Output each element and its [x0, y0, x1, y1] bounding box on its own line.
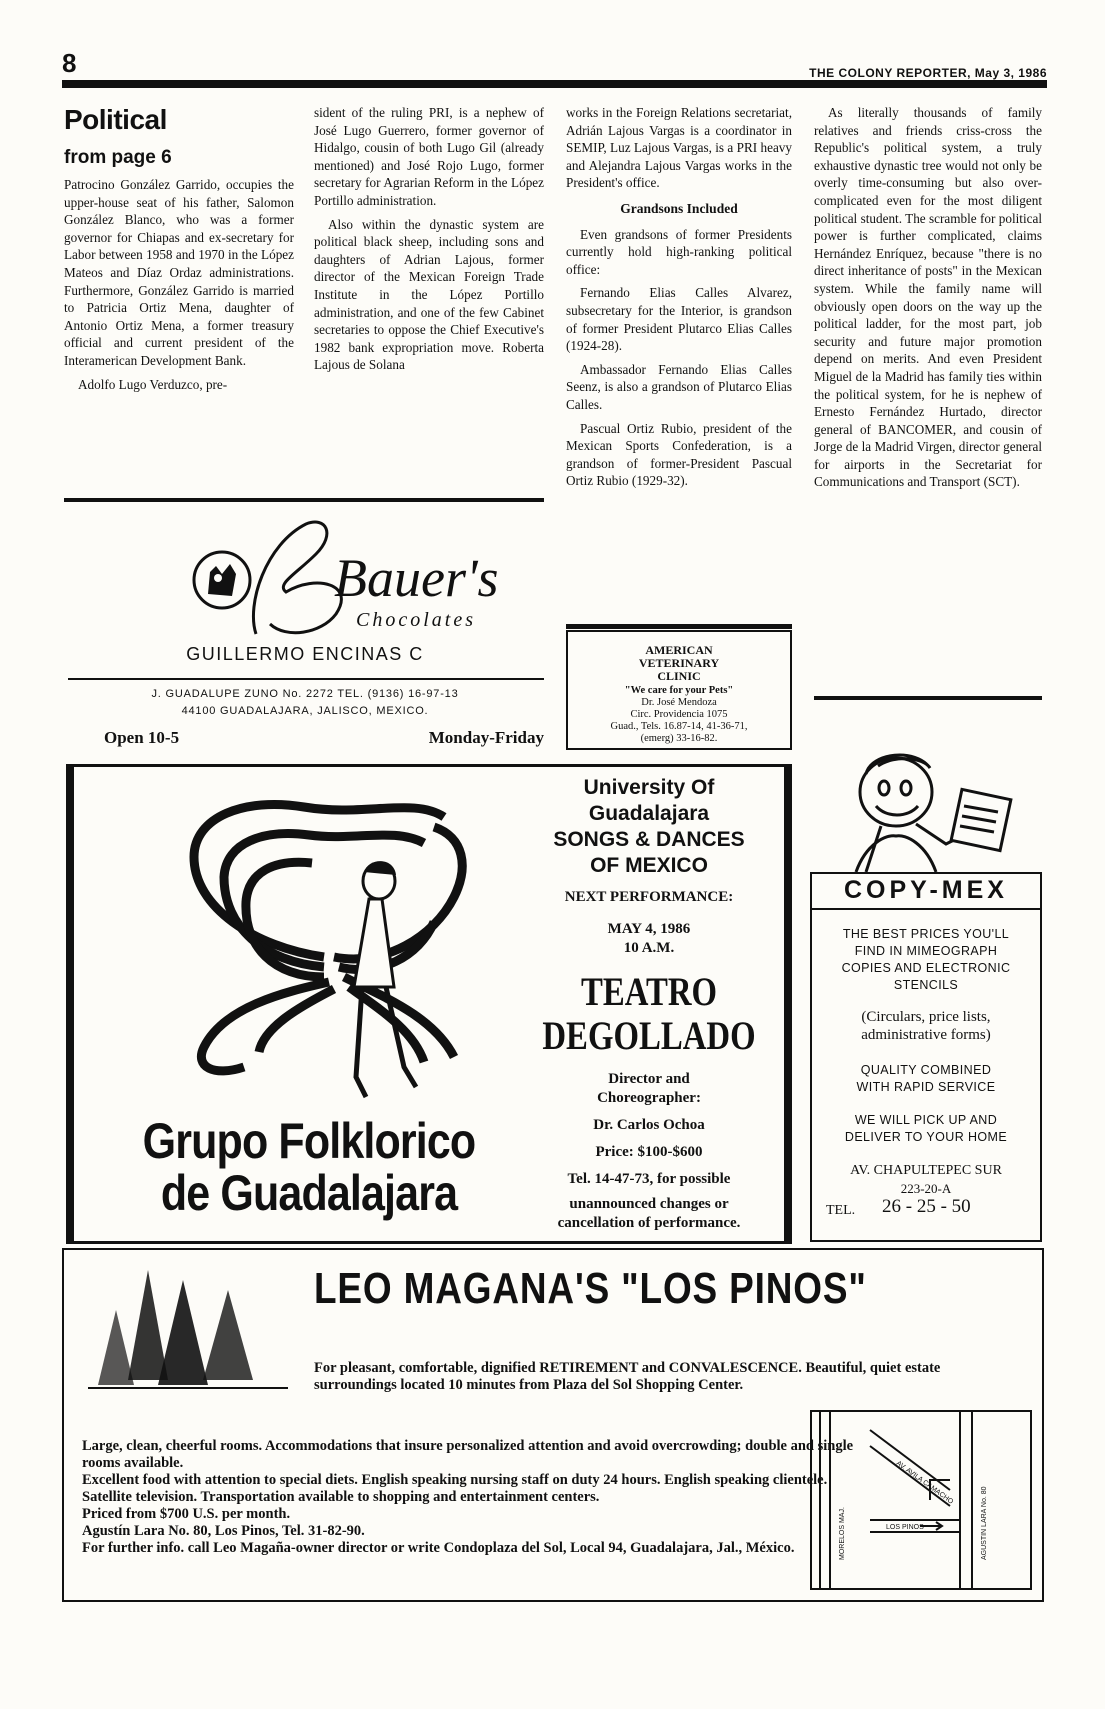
- copymex-address: AV. CHAPULTEPEC SUR: [850, 1163, 1002, 1178]
- article-column-3: [566, 104, 792, 490]
- spacer: [812, 910, 1040, 926]
- article-paragraph: Also within the dynastic system are political black sheep, including sons and daughters of Adrian Lajous, former director of the Mexican Foreign Trade Institute in the López Portillo administration, and one of the few Cabinet secretaries to oppose the Chief Executive's 1982 bank expropriation move. Roberta Lajous de Solana: [314, 216, 544, 373]
- folklorico-heading-1: University Of: [583, 776, 715, 799]
- folklorico-heading-2: Guadalajara: [588, 802, 710, 825]
- bauers-days: Monday-Friday: [428, 728, 544, 747]
- copymex-tel: 26 - 25 - 50: [882, 1196, 971, 1217]
- copymex-quality-2: WITH RAPID SERVICE: [856, 1080, 996, 1094]
- los-pinos-ad: [62, 1248, 1044, 1602]
- column-end-rule: [814, 696, 1042, 700]
- bauers-address-line-2: 44100 GUADALAJARA, JALISCO, MEXICO.: [181, 705, 429, 717]
- top-rule: [62, 80, 1047, 88]
- page-number: 8: [62, 48, 77, 78]
- bauers-logo: [186, 514, 506, 644]
- copymex-pickup-1: WE WILL PICK UP AND: [854, 1113, 998, 1127]
- article-headline: Political: [64, 104, 167, 135]
- copymex-line-1: THE BEST PRICES YOU'LL: [842, 927, 1010, 941]
- bauers-owner: GUILLERMO ENCINAS C: [186, 644, 424, 664]
- bauers-hours: Open 10-5: [104, 728, 180, 747]
- change-note-1: unannounced changes or: [569, 1196, 729, 1212]
- copymex-title: COPY-MEX: [812, 874, 1040, 910]
- ticket-price: Price: $100-$600: [595, 1144, 703, 1160]
- article-paragraph: Adolfo Lugo Verduzco, pre-: [78, 376, 228, 392]
- bauers-chocolates-ad: [66, 502, 544, 758]
- article-subhead: Grandsons Included: [620, 200, 738, 216]
- venue-line-1: TEATRO: [580, 969, 718, 1014]
- article-paragraph: Patrocino González Garrido, occupies the upper-house seat of his father, Salomon González Blanco, who was a former governor for Chiapas and ex-secretary for Labor between 1958 and 1970 in the López Mateos and Díaz Ordaz administrations. Furthermore, González Garrido is married to Patricia Ortiz Mena, daughter of Antonio Ortiz Mena, a former treasury official and current president of the Interamerican Development Bank.: [64, 177, 294, 368]
- bauers-rule: [68, 678, 544, 680]
- article-paragraph: works in the Foreign Relations secretariat, Adrián Lajous Vargas is a coordinator in SEMIP, Luz Lajous Vargas, is a PRI heavy and Alejandra Lajous Vargas works in the President's office.: [566, 105, 792, 191]
- performance-date: MAY 4, 1986: [607, 921, 691, 937]
- copymex-items-1: (Circulars, price lists,: [861, 1009, 991, 1025]
- los-pinos-address: Agustín Lara No. 80, Los Pinos, Tel. 31-82-90.: [82, 1523, 365, 1539]
- vet-title-2: VETERINARY: [638, 656, 720, 670]
- map-street-label: AGUSTIN LARA No. 80: [981, 1486, 988, 1560]
- article-paragraph: sident of the ruling PRI, is a nephew of José Lugo Guerrero, former governor of Hidalgo, cousin of both Lugo Gil (already mentioned) and José Rojo Lugo, former secretary for Agrarian Reform in the López Portillo administration.: [314, 105, 544, 208]
- article-paragraph: Fernando Elias Calles Alvarez, subsecretary for the Interior, is grandson of former President Plutarco Elias Calles (1924-28).: [566, 285, 792, 354]
- next-performance-label: NEXT PERFORMANCE:: [564, 889, 734, 905]
- vet-doctor: Dr. José Mendoza: [641, 697, 717, 708]
- change-note-2: cancellation of performance.: [557, 1215, 741, 1231]
- folklorico-title-line-2: de Guadalajara: [160, 1165, 458, 1221]
- folklorico-title: [124, 1115, 494, 1219]
- vet-title-3: CLINIC: [657, 669, 701, 683]
- map-street-label: AV. AVILA CAMACHO: [894, 1459, 955, 1506]
- folklorico-heading-4: OF MEXICO: [590, 854, 708, 877]
- folklorico-heading-3: SONGS & DANCES: [553, 828, 745, 851]
- article-paragraph: Even grandsons of former Presidents currently hold high-ranking political office:: [566, 226, 792, 277]
- director-label-2: Choreographer:: [597, 1090, 701, 1106]
- folklorico-title-line-1: Grupo Folklorico: [142, 1113, 476, 1169]
- copymex-line-2: FIND IN MIMEOGRAPH: [854, 944, 998, 958]
- copymex-mascot: [826, 744, 1026, 872]
- folklorico-info: [514, 775, 784, 1233]
- los-pinos-food: Excellent food with attention to special diets. English speaking nursing staff on duty 24 hours. English speaking clientele. Satellite television. Transportation available to shopping and entertainment centers.: [82, 1472, 828, 1505]
- copymex-line-4: STENCILS: [893, 978, 959, 992]
- los-pinos-price: Priced from $700 U.S. per month.: [82, 1506, 291, 1522]
- map-street-label: LOS PINOS: [886, 1524, 924, 1531]
- copymex-quality-1: QUALITY COMBINED: [860, 1063, 992, 1077]
- article-paragraph: Ambassador Fernando Elias Calles Seenz, is also a grandson of Plutarco Elias Calles.: [566, 361, 792, 412]
- bauers-logo-text: Bauer's: [334, 548, 499, 608]
- bauers-address-line-1: J. GUADALUPE ZUNO No. 2272 TEL. (9136) 16-97-13: [151, 688, 459, 700]
- phone-note: Tel. 14-47-73, for possible: [567, 1171, 731, 1187]
- vet-slogan: "We care for your Pets": [624, 685, 734, 696]
- los-pinos-contact: For further info. call Leo Magaña-owner director or write Condoplaza del Sol, Local 94, Guadalajara, Jal., México.: [82, 1540, 795, 1556]
- article-kicker: from page 6: [64, 147, 172, 168]
- los-pinos-intro: For pleasant, comfortable, dignified RETIREMENT and CONVALESCENCE. Beautiful, quiet estate surroundings located 10 minutes from Plaza del Sol Shopping Center.: [314, 1360, 941, 1393]
- los-pinos-title: LEO MAGANA'S "LOS PINOS": [314, 1264, 867, 1313]
- director-name: Dr. Carlos Ochoa: [593, 1117, 705, 1133]
- vet-phones: Guad., Tels. 16.87-14, 41-36-71,: [610, 721, 748, 732]
- vet-title-1: AMERICAN: [645, 643, 713, 657]
- veterinary-clinic-ad: [566, 630, 792, 750]
- copymex-ad: [810, 872, 1042, 1242]
- performance-time: 10 A.M.: [623, 940, 675, 956]
- director-label-1: Director and: [608, 1071, 690, 1087]
- copymex-tel-label: TEL.: [826, 1203, 856, 1218]
- copymex-address-number: 223-20-A: [900, 1181, 952, 1196]
- copymex-phone-row: [812, 1198, 1040, 1220]
- los-pinos-rooms: Large, clean, cheerful rooms. Accommodations that insure personalized attention and avoid overcrowding; double and single rooms available.: [82, 1438, 854, 1471]
- map-street-label: MORELOS MAJ.: [839, 1507, 846, 1560]
- location-map: [810, 1410, 1032, 1590]
- vet-top-rule: [566, 624, 792, 629]
- copymex-line-3: COPIES AND ELECTRONIC: [841, 961, 1011, 975]
- folklorico-ad: [66, 764, 792, 1244]
- copymex-items-2: administrative forms): [861, 1027, 991, 1043]
- masthead: THE COLONY REPORTER, May 3, 1986: [809, 66, 1047, 80]
- vet-street: Circ. Providencia 1075: [630, 709, 728, 720]
- dancer-illustration: [134, 777, 514, 1117]
- article-column-2: [314, 104, 544, 374]
- venue-line-2: DEGOLLADO: [542, 1013, 756, 1058]
- bauers-subtitle: Chocolates: [356, 609, 476, 631]
- article-column-4: [814, 104, 1042, 491]
- los-pinos-body: [82, 1438, 862, 1557]
- copymex-pickup-2: DELIVER TO YOUR HOME: [844, 1130, 1008, 1144]
- pine-trees-illustration: [88, 1260, 288, 1390]
- article-paragraph: As literally thousands of family relatives and friends criss-cross the Republic's political system, a truly exhaustive dynastic tree would not only be overly time-consuming but also over-complicated even for the most diligent political student. The scramble for political power is further complicated, claims Hernández Enríquez, because "there is no direct inheritance of posts" in the Mexican system. While the family name will obviously open doors on the way up the political ladder, for the most part, job security and future major promotion depend on merits. And even President Miguel de la Madrid has family ties within the political system, for he is nephew of Ernesto Fernández Hurtado, director general of BANCOMER, and cousin of Jorge de la Madrid Virgen, director general for airports in the Secretariat for Communications and Transport (SCT).: [814, 105, 1042, 490]
- article-column-1: [64, 104, 294, 393]
- article-paragraph: Pascual Ortiz Rubio, president of the Mexican Sports Confederation, is a grandson of former-President Pascual Ortiz Rubio (1929-32).: [566, 420, 792, 489]
- vet-emergency: (emerg) 33-16-82.: [640, 733, 718, 744]
